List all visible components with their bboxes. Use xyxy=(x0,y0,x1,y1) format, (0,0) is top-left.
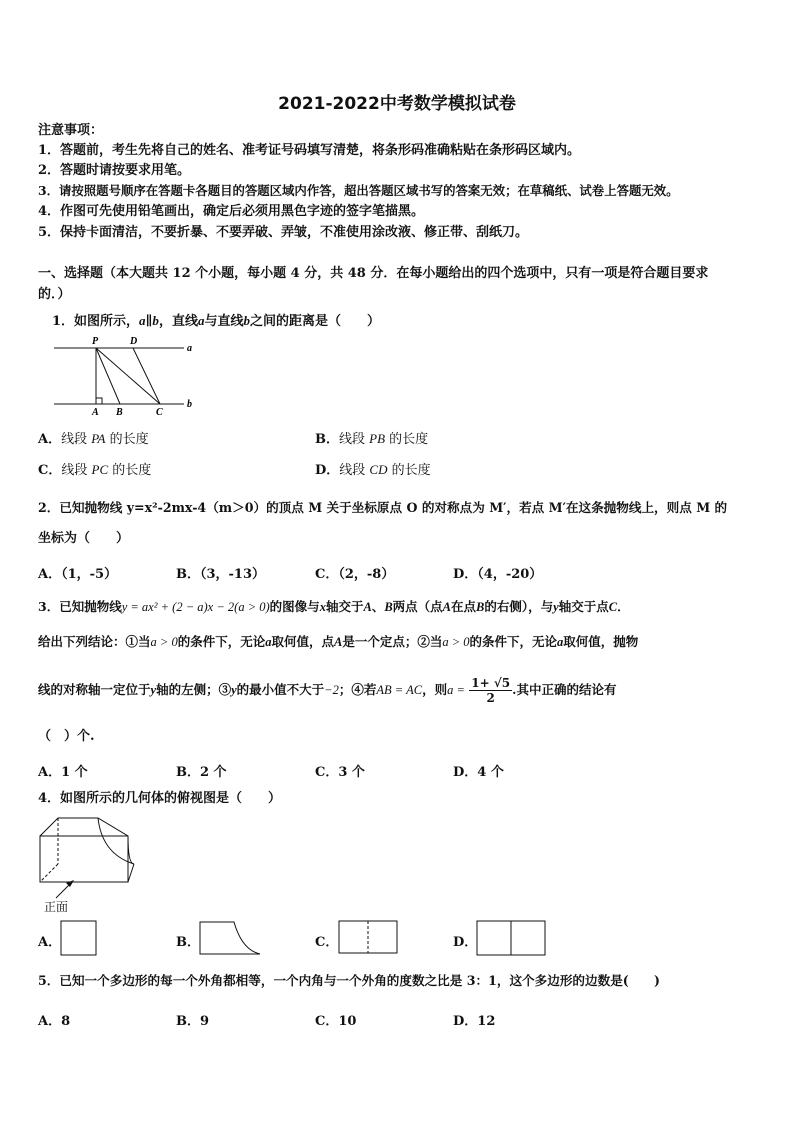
segment-DC xyxy=(133,348,160,404)
q4-option-c-figure[interactable] xyxy=(338,920,400,958)
label-D: D xyxy=(130,336,138,347)
q4-option-b-label[interactable]: B． xyxy=(176,935,200,950)
label-A: A xyxy=(92,407,99,418)
label-a: a xyxy=(187,343,192,354)
notes-item-2: 2．答题时请按要求用笔。 xyxy=(38,163,191,178)
q2-option-b[interactable]: B．（3，-13） xyxy=(176,567,266,582)
arrow-head-icon xyxy=(66,880,74,887)
q5-option-c[interactable]: C．10 xyxy=(315,1014,357,1029)
q3-stem-line1: 3．已知抛物线y = ax² + (2 − a)x − 2(a > 0)的图像与x轴交于A、B两点（点A在点B的右侧），与y轴交于点C． xyxy=(38,599,630,614)
q4-option-d-figure[interactable] xyxy=(476,920,548,958)
q3-stem-line3: 线的对称轴一定位于y轴的左侧；③y的最小值不大于−2；④若AB = AC，则a = $\frac{1+ √5}{2}$ .其中正确的结论有 xyxy=(38,676,617,705)
q2-option-a[interactable]: A．（1，-5） xyxy=(38,567,118,582)
right-angle-mark xyxy=(96,398,102,404)
segment-PC xyxy=(96,348,160,404)
q4-option-a-label[interactable]: A． xyxy=(38,935,62,950)
q1-option-d[interactable]: D．线段 CD 的长度 xyxy=(315,462,431,478)
page-title: 2021-2022中考数学模拟试卷 xyxy=(278,94,516,114)
q1-figure xyxy=(50,334,200,418)
q3-option-b[interactable]: B．2 个 xyxy=(176,765,227,780)
notes-item-4: 4．作图可先使用铅笔画出，确定后必须用黑色字迹的签字笔描黑。 xyxy=(38,204,425,219)
q4-option-c-label[interactable]: C． xyxy=(315,935,339,950)
q3-option-a[interactable]: A．1 个 xyxy=(38,765,88,780)
q2-stem-line1: 2．已知抛物线 y=x²-2mx-4（m＞0）的顶点 M 关于坐标原点 O 的对称点为 M′，若点 M′在这条抛物线上，则点 M 的 xyxy=(38,500,728,515)
label-P: P xyxy=(92,336,99,347)
q4-option-d-label[interactable]: D． xyxy=(453,935,478,950)
q3-option-d[interactable]: D．4 个 xyxy=(453,765,504,780)
q4-option-a-figure[interactable] xyxy=(60,920,100,958)
q4-option-b-figure[interactable] xyxy=(198,920,264,958)
section-heading-line1: 一、选择题（本大题共 12 个小题，每小题 4 分，共 48 分．在每小题给出的四个选项中，只有一项是符合题目要求 xyxy=(38,266,709,281)
notes-item-5: 5．保持卡面清洁，不要折暴、不要弄破、弄皱，不准使用涂改液、修正带、刮纸刀。 xyxy=(38,225,529,240)
q2-option-d[interactable]: D．（4，-20） xyxy=(453,567,543,582)
q5-stem: 5．已知一个多边形的每一个外角都相等，一个内角与一个外角的度数之比是 3：1，这个多边形的边数是( ) xyxy=(38,973,660,988)
notes-item-3: 3．请按照题号顺序在答题卡各题目的答题区域内作答，超出答题区域书写的答案无效；在草稿纸、试卷上答题无效。 xyxy=(38,183,679,198)
q1-option-b[interactable]: B．线段 PB 的长度 xyxy=(315,431,429,447)
notes-item-1: 1．答题前，考生先将自己的姓名、准考证号码填写清楚，将条形码准确粘贴在条形码区域内。 xyxy=(38,143,581,158)
front-label: 正面 xyxy=(44,900,69,914)
fraction: $\frac{1+ √5}{2}$ xyxy=(471,676,511,705)
q5-option-d[interactable]: D．12 xyxy=(453,1014,496,1029)
label-B: B xyxy=(116,407,123,418)
q5-option-a[interactable]: A．8 xyxy=(38,1014,71,1029)
q3-stem-line2: 给出下列结论：①当a > 0的条件下，无论a取何值，点A是一个定点；②当a > 0的条件下，无论a取何值，抛物 xyxy=(38,634,639,649)
q2-stem-line2: 坐标为（ ） xyxy=(38,531,130,546)
label-b: b xyxy=(187,399,192,410)
q4-stem: 4．如图所示的几何体的俯视图是（ ） xyxy=(38,791,282,806)
q1-option-c[interactable]: C．线段 PC 的长度 xyxy=(38,462,152,478)
notes-heading: 注意事项： xyxy=(38,123,104,138)
q1-stem: 1．如图所示，a∥b，直线a与直线b之间的距离是（ ） xyxy=(52,313,380,329)
q3-stem-line4: （ ）个. xyxy=(38,729,95,744)
label-C: C xyxy=(156,407,163,418)
q2-option-c[interactable]: C．（2，-8） xyxy=(315,567,395,582)
q3-option-c[interactable]: C．3 个 xyxy=(315,765,365,780)
segment-PB xyxy=(96,348,120,404)
q1-option-a[interactable]: A．线段 PA 的长度 xyxy=(38,431,149,447)
section-heading-line2: 的．） xyxy=(38,287,71,302)
q5-option-b[interactable]: B．9 xyxy=(176,1014,210,1029)
